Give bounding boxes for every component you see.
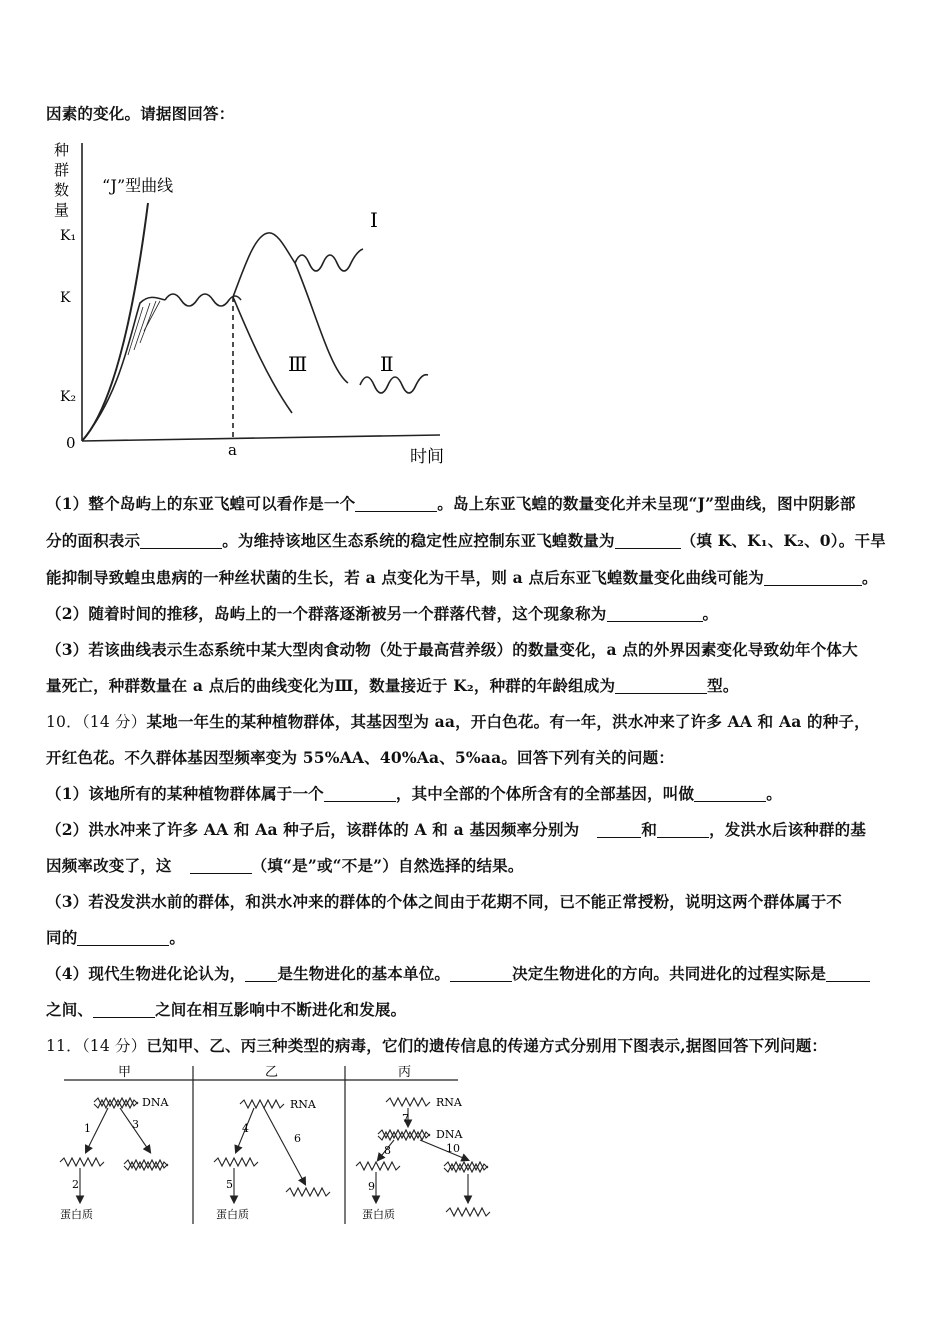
protein-label: 蛋白质 — [362, 1208, 395, 1221]
population-graph — [40, 135, 460, 470]
curve-2-label: Ⅱ — [380, 352, 394, 376]
rna-label: RNA — [290, 1098, 316, 1111]
q9-line-4: （2）随着时间的推移，岛屿上的一个群落逐渐被另一个群落代替，这个现象称为 。 — [46, 604, 719, 623]
rna-strand — [214, 1158, 258, 1166]
virus-diagram — [50, 1062, 510, 1232]
y-axis-label-4: 量 — [54, 201, 70, 219]
q10-line-3: （1）该地所有的某种植物群体属于一个 ，其中全部的个体所含有的全部基因，叫做 。 — [46, 784, 782, 803]
blank[interactable] — [93, 1001, 155, 1018]
svg-text:6: 6 — [294, 1132, 301, 1145]
q9-line-1: （1）整个岛屿上的东亚飞蝗可以看作是一个 。岛上东亚飞蝗的数量变化并未呈现“J”型曲线，图中阴影部 — [46, 494, 856, 513]
svg-text:2: 2 — [72, 1178, 79, 1191]
k-label: K — [60, 290, 71, 306]
blank[interactable] — [190, 857, 252, 874]
q10-line-4: （2）洪水冲来了许多 AA 和 Aa 种子后，该群体的 A 和 a 基因频率分别为 和 ，发洪水后该种群的基 — [46, 820, 867, 839]
svg-text:3: 3 — [132, 1118, 139, 1131]
k-wave — [165, 294, 241, 306]
blank[interactable] — [355, 495, 437, 512]
blank[interactable] — [607, 605, 703, 622]
protein-label: 蛋白质 — [216, 1208, 249, 1221]
curve-1-label: Ⅰ — [370, 208, 378, 232]
q10-line-6: （3）若没发洪水前的群体，和洪水冲来的群体的个体之间由于花期不同，已不能正常授粉，说明这两个群体属于不 — [46, 892, 842, 911]
blank[interactable] — [77, 929, 169, 946]
rna-strand — [286, 1188, 330, 1196]
blank[interactable] — [764, 569, 862, 586]
curve-1-rise — [233, 233, 295, 297]
blank[interactable] — [694, 785, 766, 802]
svg-text:10: 10 — [446, 1142, 460, 1155]
blank[interactable] — [450, 965, 512, 982]
blank[interactable] — [615, 532, 681, 549]
y-axis-label-1: 种 — [54, 141, 70, 159]
j-curve-label: “J”型曲线 — [102, 176, 174, 195]
blank[interactable] — [657, 821, 709, 838]
intro-text: 因素的变化。请据图回答： — [46, 104, 235, 123]
svg-text:7: 7 — [402, 1112, 409, 1125]
svg-text:1: 1 — [84, 1122, 91, 1135]
x-axis-label: 时间 — [410, 447, 444, 467]
svg-text:DNA: DNA — [436, 1128, 463, 1141]
k2-label: K₂ — [60, 389, 77, 405]
q11-line-1: 11．（14 分）已知甲、乙、丙三种类型的病毒，它们的遗传信息的传递方式分别用下图表示,据图回答下列问题： — [46, 1036, 828, 1055]
curve-3-label: Ⅲ — [288, 352, 308, 376]
k1-label: K₁ — [60, 228, 77, 244]
y-axis-label-3: 数 — [54, 181, 70, 199]
curve-1-wave — [295, 249, 363, 271]
rna-strand — [60, 1158, 104, 1166]
blank[interactable] — [324, 785, 396, 802]
col2-title: 乙 — [265, 1065, 279, 1080]
x-axis — [82, 435, 440, 441]
svg-text:4: 4 — [242, 1122, 249, 1135]
blank[interactable] — [826, 965, 870, 982]
blank[interactable] — [597, 821, 641, 838]
rna-strand — [240, 1100, 284, 1108]
rna-strand — [446, 1208, 490, 1216]
q10-line-2: 开红色花。不久群体基因型频率变为 55%AA、40%Aa、5%aa。回答下列有关的问题： — [46, 748, 675, 767]
curve-2-wave — [360, 375, 428, 393]
col1-title: 甲 — [118, 1065, 132, 1080]
svg-text:5: 5 — [226, 1178, 233, 1191]
svg-text:9: 9 — [368, 1180, 375, 1193]
s-curve — [82, 297, 165, 441]
blank[interactable] — [615, 677, 707, 694]
col3-title: 丙 — [398, 1065, 412, 1080]
point-a-label: a — [228, 441, 237, 459]
blank[interactable] — [245, 965, 277, 982]
q9-line-2: 分的面积表示 。为维持该地区生态系统的稳定性应控制东亚飞蝗数量为 （填 K、K₁、K₂、0）。干旱 — [46, 531, 886, 550]
q10-line-1: 10．（14 分）某地一年生的某种植物群体，其基因型为 aa，开白色花。有一年，洪水冲来了许多 AA 和 Aa 的种子， — [46, 712, 870, 731]
q10-line-8: （4）现代生物进化论认为， 是生物进化的基本单位。 决定生物进化的方向。共同进化的过程实际是 — [46, 964, 906, 984]
blank[interactable] — [140, 532, 222, 549]
q9-line-5: （3）若该曲线表示生态系统中某大型肉食动物（处于最高营养级）的数量变化，a 点的外界因素变化导致幼年个体大 — [46, 640, 858, 659]
q10-line-5: 因频率改变了，这 （填“是”或“不是”）自然选择的结果。 — [46, 856, 524, 875]
rna-strand — [356, 1162, 400, 1170]
y-axis-label-2: 群 — [54, 161, 70, 179]
svg-text:8: 8 — [384, 1144, 391, 1157]
rna-strand — [386, 1098, 430, 1106]
curve-3 — [233, 297, 292, 413]
dna-label: DNA — [142, 1096, 169, 1109]
protein-label: 蛋白质 — [60, 1208, 93, 1221]
svg-text:RNA: RNA — [436, 1096, 462, 1109]
q10-line-7: 同的 。 — [46, 928, 186, 947]
origin-label: 0 — [66, 434, 76, 452]
q10-line-9: 之间、 之间在相互影响中不断进化和发展。 — [46, 1000, 407, 1019]
q9-line-3: 能抑制导致蝗虫患病的一种丝状菌的生长，若 a 点变化为干旱，则 a 点后东亚飞蝗数量变化曲线可能为 。 — [46, 568, 878, 587]
q9-line-6: 量死亡，种群数量在 a 点后的曲线变化为Ⅲ，数量接近于 K₂，种群的年龄组成为 型。 — [46, 676, 739, 695]
